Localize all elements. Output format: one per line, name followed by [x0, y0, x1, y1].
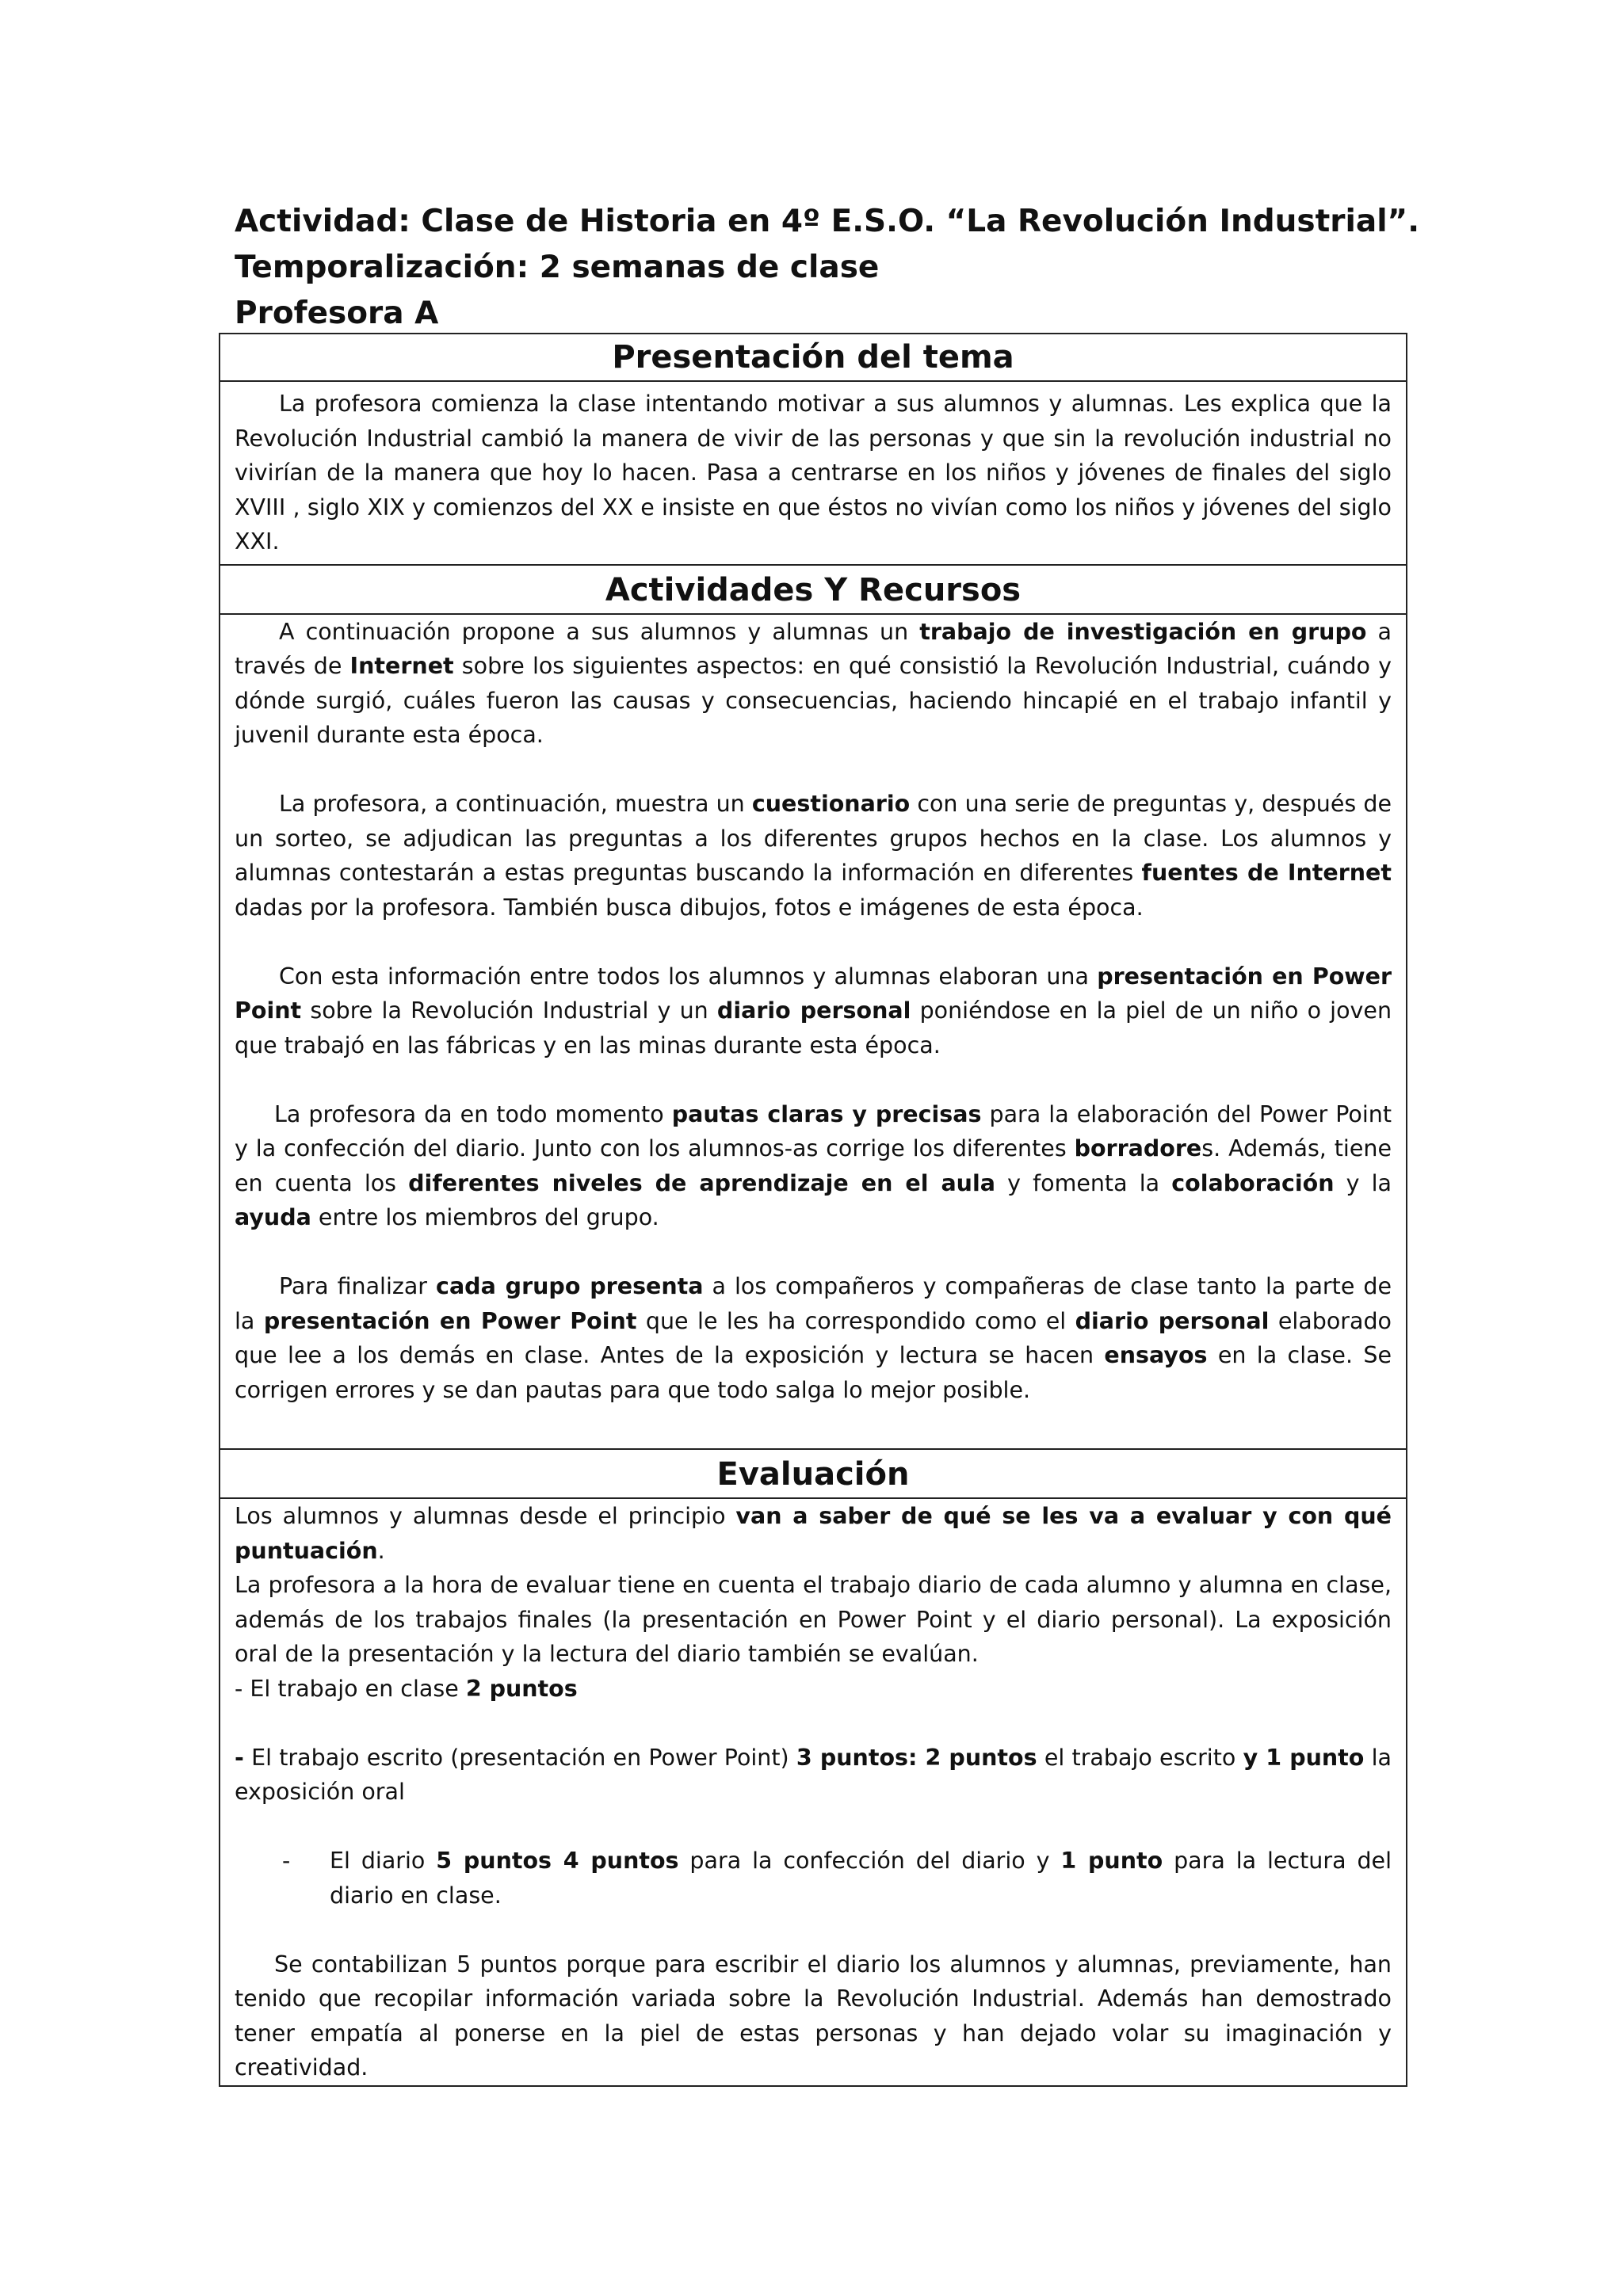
presentacion-title: Presentación del tema: [220, 334, 1406, 382]
activity-heading: Actividad: Clase de Historia en 4º E.S.O. “La Revolución Industrial”.: [235, 204, 1420, 239]
actividades-body: [220, 615, 1406, 1449]
actividades-paragraph-4: La profesora da en todo momento pautas claras y precisas para la elaboración del Power Point y la confección del diario. Junto con los alumnos-as corrige los diferentes borradores. Además, tiene en cuenta los diferentes niveles de aprendizaje en el aula y fomenta la colaboración y la ayuda entre los miembros del grupo.: [235, 1100, 1392, 1230]
actividades-paragraph-3: Con esta información entre todos los alumnos y alumnas elaboran una presentación en Power Point sobre la Revolución Industrial y un diario personal poniéndose en la piel de un niño o joven que trabajó en las fábricas y en las minas durante esta época.: [235, 963, 1392, 1058]
timing-heading: Temporalización: 2 semanas de clase: [235, 250, 880, 285]
evaluacion-item-diario: - El diario 5 puntos 4 puntos para la confección del diario y 1 punto para la lectura del diario en clase.: [282, 1848, 1392, 1909]
evaluacion-paragraph-3: Se contabilizan 5 puntos porque para escribir el diario los alumnos y alumnas, previamente, han tenido que recopilar información variada sobre la Revolución Industrial. Además han demostrado tener empatía al ponerse en la piel de estas personas y han dejado volar su imaginación y creatividad.: [235, 1951, 1392, 2081]
teacher-heading: Profesora A: [235, 296, 439, 331]
presentacion-body: [220, 382, 1406, 564]
evaluacion-item-trabajo-clase: - El trabajo en clase 2 puntos: [235, 1675, 578, 1702]
actividades-paragraph-2: La profesora, a continuación, muestra un cuestionario con una serie de preguntas y, después de un sorteo, se adjudican las preguntas a los diferentes grupos hechos en la clase. Los alumnos y alumnas contestarán a estas preguntas buscando la información en diferentes fuentes de Internet dadas por la profesora. También busca dibujos, fotos e imágenes de esta época.: [235, 791, 1392, 921]
evaluacion-title: Evaluación: [220, 1451, 1406, 1499]
actividades-paragraph-1: A continuación propone a sus alumnos y alumnas un trabajo de investigación en grupo a través de Internet sobre los siguientes aspectos: en qué consistió la Revolución Industrial, cuándo y dónde surgió, cuáles fueron las causas y consecuencias, haciendo hincapié en el trabajo infantil y juvenil durante esta época.: [235, 618, 1392, 748]
evaluacion-paragraph-2: La profesora a la hora de evaluar tiene en cuenta el trabajo diario de cada alumno y alumna en clase, además de los trabajos finales (la presentación en Power Point y el diario personal). La exposición oral de la presentación y la lectura del diario también se evalúan.: [235, 1572, 1392, 1667]
evaluacion-paragraph-1: Los alumnos y alumnas desde el principio van a saber de qué se les va a evaluar y con qué puntuación.: [235, 1503, 1392, 1564]
actividades-paragraph-5: Para finalizar cada grupo presenta a los compañeros y compañeras de clase tanto la parte de la presentación en Power Point que le les ha correspondido como el diario personal elaborado que lee a los demás en clase. Antes de la exposición y lectura se hacen ensayos en la clase. Se corrigen errores y se dan pautas para que todo salga lo mejor posible.: [235, 1273, 1392, 1403]
lesson-table: [219, 333, 1407, 2087]
presentacion-text: La profesora comienza la clase intentando motivar a sus alumnos y alumnas. Les explica que la Revolución Industrial cambió la manera de vivir de las personas y que sin la revolución industrial no vivirían de la manera que hoy lo hacen. Pasa a centrarse en los niños y jóvenes de finales del siglo XVIII , siglo XIX y comienzos del XX e insiste en que éstos no vivían como los niños y jóvenes del siglo XXI.: [235, 391, 1392, 555]
actividades-title: Actividades Y Recursos: [220, 567, 1406, 615]
evaluacion-item-trabajo-escrito: - El trabajo escrito (presentación en Power Point) 3 puntos: 2 puntos el trabajo escrito y 1 punto la exposición oral: [235, 1744, 1392, 1805]
evaluacion-body: [220, 1499, 1406, 2085]
